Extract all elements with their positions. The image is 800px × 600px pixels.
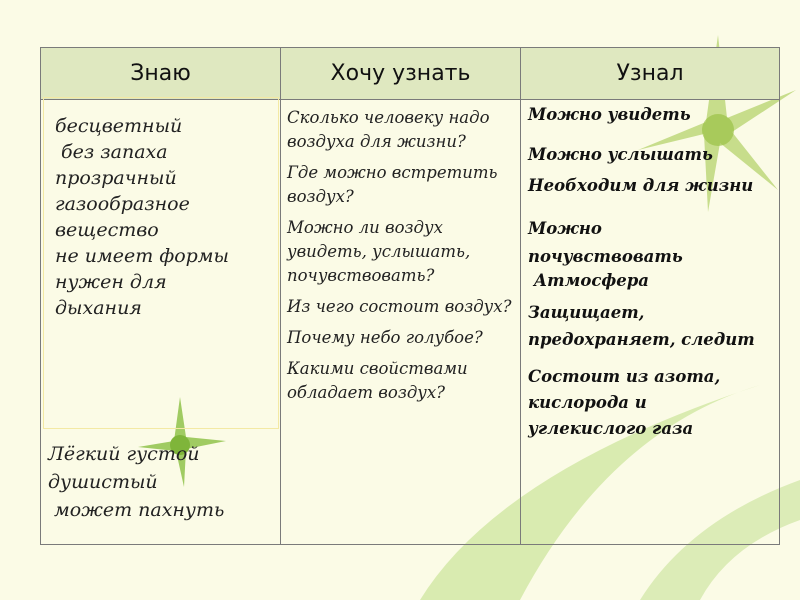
header-learned: Узнал (521, 48, 780, 100)
header-want: Хочу узнать (281, 48, 521, 100)
know-extra (48, 440, 278, 524)
list-item: Защищает, (528, 303, 645, 322)
list-item: Где можно встретить воздух? (287, 163, 498, 206)
list-item: кислорода и (528, 393, 647, 412)
list-item: не имеет формы (55, 245, 230, 267)
list-item: бесцветный (55, 115, 183, 137)
list-item: предохраняет, следит (528, 330, 755, 349)
list-item: Атмосфера (528, 271, 649, 290)
list-item: Можно увидеть (528, 105, 691, 124)
want-list (287, 106, 517, 412)
list-item: душистый (48, 471, 158, 493)
list-item: Можно (528, 219, 602, 238)
list-item: вещество (55, 219, 159, 241)
list-item: без запаха (55, 141, 168, 163)
list-item: Какими свойствами обладает воздух? (287, 359, 468, 402)
list-item: газообразное (55, 193, 190, 215)
know-highlight-box (43, 97, 279, 429)
list-item: дыхания (55, 297, 142, 319)
list-item: почувствовать (528, 247, 683, 266)
list-item: Лёгкий густой (48, 443, 200, 465)
list-item: Можно ли воздух увидеть, услышать, почувствовать? (287, 218, 471, 285)
list-item: Сколько человеку надо воздуха для жизни? (287, 108, 490, 151)
list-item: нужен для (55, 271, 167, 293)
header-know: Знаю (41, 48, 281, 100)
list-item: Состоит из азота, (528, 367, 721, 386)
list-item: может пахнуть (48, 499, 225, 521)
list-item: углекислого газа (528, 419, 694, 438)
list-item: прозрачный (55, 167, 177, 189)
list-item: Необходим для жизни (528, 176, 754, 195)
table-header-row (41, 48, 780, 100)
list-item: Можно услышать (528, 145, 713, 164)
list-item: Почему небо голубое? (287, 328, 483, 347)
list-item: Из чего состоит воздух? (287, 297, 512, 316)
